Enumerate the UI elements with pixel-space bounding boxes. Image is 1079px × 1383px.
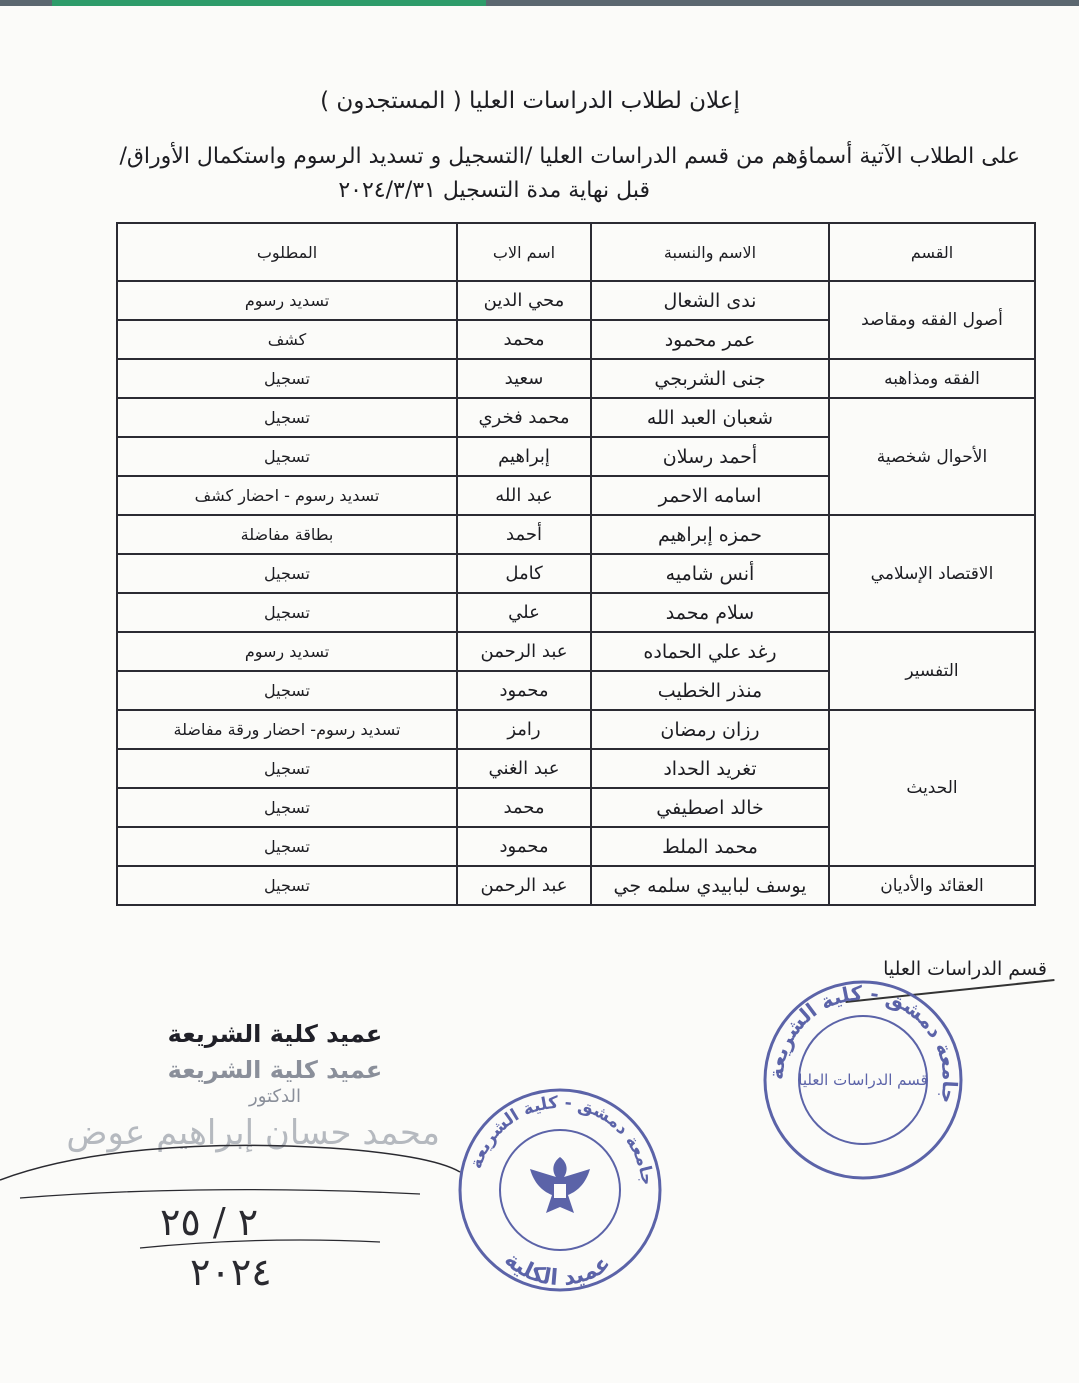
dean-seal-ring-text: جامعة دمشق - كلية الشريعة (466, 1092, 657, 1187)
father-name-cell: علي (457, 593, 591, 632)
header-department: القسم (829, 223, 1035, 281)
student-name-cell: تغريد الحداد (591, 749, 829, 788)
required-action-cell: بطاقة مفاضلة (117, 515, 457, 554)
handwritten-date-day: ٢ / ٢٥ (160, 1200, 259, 1244)
department-signature-label: قسم الدراسات العليا (883, 958, 1047, 980)
required-action-cell: تسجيل (117, 554, 457, 593)
department-cell: التفسير (829, 632, 1035, 710)
dean-seal-bottom-text: عميد الكلية (499, 1247, 616, 1292)
students-table-body (117, 281, 1035, 905)
viewer-progress-bar (52, 0, 486, 6)
intro-line-2: قبل نهاية مدة التسجيل ٢٠٢٤/٣/٣١ (338, 178, 650, 203)
department-seal-center-text: قسم الدراسات العليا (798, 1071, 928, 1089)
required-action-cell: تسجيل (117, 359, 457, 398)
announcement-intro (100, 140, 1020, 208)
table-row (117, 281, 1035, 320)
student-name-cell: حمزه إبراهيم (591, 515, 829, 554)
announcement-title: إعلان لطلاب الدراسات العليا ( المستجدون ) (320, 88, 740, 114)
department-cell: العقائد والأديان (829, 866, 1035, 905)
required-action-cell: تسجيل (117, 788, 457, 827)
table-row (117, 710, 1035, 749)
required-action-cell: كشف (117, 320, 457, 359)
table-row (117, 866, 1035, 905)
dean-seal (455, 1085, 665, 1299)
viewer-top-bar (0, 0, 1079, 6)
father-name-cell: سعيد (457, 359, 591, 398)
father-name-cell: إبراهيم (457, 437, 591, 476)
handwritten-date-year: ٢٠٢٤ (190, 1250, 272, 1294)
student-name-cell: يوسف لبابيدي سلمه جي (591, 866, 829, 905)
required-action-cell: تسجيل (117, 437, 457, 476)
intro-line-1: على الطلاب الآتية أسماؤهم من قسم الدراسات العليا /التسجيل و تسديد الرسوم واستكمال الأوراق/ (119, 144, 1020, 169)
table-header-row (117, 223, 1035, 281)
student-name-cell: رغد علي الحماده (591, 632, 829, 671)
table-row (117, 515, 1035, 554)
required-action-cell: تسديد رسوم (117, 281, 457, 320)
student-name-cell: اسامه الاحمر (591, 476, 829, 515)
dean-stamp-title: عميد كلية الشريعة (167, 1056, 383, 1084)
department-cell: الفقه ومذاهبه (829, 359, 1035, 398)
table-row (117, 632, 1035, 671)
student-name-cell: رزان رمضان (591, 710, 829, 749)
required-action-cell: تسديد رسوم- احضار ورقة مفاضلة (117, 710, 457, 749)
required-action-cell: تسجيل (117, 827, 457, 866)
department-cell: الأحوال شخصية (829, 398, 1035, 515)
father-name-cell: أحمد (457, 515, 591, 554)
department-cell: أصول الفقه ومقاصد (829, 281, 1035, 359)
father-name-cell: محمود (457, 827, 591, 866)
father-name-cell: عبد الله (457, 476, 591, 515)
student-name-cell: سلام محمد (591, 593, 829, 632)
header-name: الاسم والنسبة (591, 223, 829, 281)
required-action-cell: تسجيل (117, 398, 457, 437)
dean-stamp-name: محمد حسان إبراهيم عوض (66, 1113, 440, 1153)
table-row (117, 359, 1035, 398)
department-seal (758, 975, 968, 1189)
father-name-cell: عبد الرحمن (457, 866, 591, 905)
department-seal-ring-text: جامعة دمشق - كلية الشريعة (763, 980, 963, 1106)
father-name-cell: محمد (457, 788, 591, 827)
table-row (117, 398, 1035, 437)
student-name-cell: عمر محمود (591, 320, 829, 359)
department-cell: الحديث (829, 710, 1035, 866)
required-action-cell: تسجيل (117, 749, 457, 788)
required-action-cell: تسديد رسوم (117, 632, 457, 671)
student-name-cell: خالد اصطيفي (591, 788, 829, 827)
eagle-emblem-icon (530, 1157, 590, 1213)
dean-title: عميد كلية الشريعة (167, 1020, 383, 1048)
father-name-cell: عبد الرحمن (457, 632, 591, 671)
required-action-cell: تسجيل (117, 671, 457, 710)
student-name-cell: ندى الشعال (591, 281, 829, 320)
student-name-cell: جنى الشربجي (591, 359, 829, 398)
header-required: المطلوب (117, 223, 457, 281)
dean-stamp-doctor: الدكتور (249, 1086, 301, 1107)
father-name-cell: محمود (457, 671, 591, 710)
students-table (116, 222, 1036, 906)
father-name-cell: محمد فخري (457, 398, 591, 437)
svg-text:عميد الكلية (499, 1247, 615, 1291)
father-name-cell: محمد (457, 320, 591, 359)
student-name-cell: أنس شاميه (591, 554, 829, 593)
student-name-cell: منذر الخطيب (591, 671, 829, 710)
required-action-cell: تسجيل (117, 866, 457, 905)
father-name-cell: رامز (457, 710, 591, 749)
header-father: اسم الاب (457, 223, 591, 281)
father-name-cell: محي الدين (457, 281, 591, 320)
student-name-cell: شعبان العبد الله (591, 398, 829, 437)
student-name-cell: أحمد رسلان (591, 437, 829, 476)
father-name-cell: كامل (457, 554, 591, 593)
father-name-cell: عبد الغني (457, 749, 591, 788)
department-cell: الاقتصاد الإسلامي (829, 515, 1035, 632)
student-name-cell: محمد الملط (591, 827, 829, 866)
required-action-cell: تسديد رسوم - احضار كشف (117, 476, 457, 515)
required-action-cell: تسجيل (117, 593, 457, 632)
